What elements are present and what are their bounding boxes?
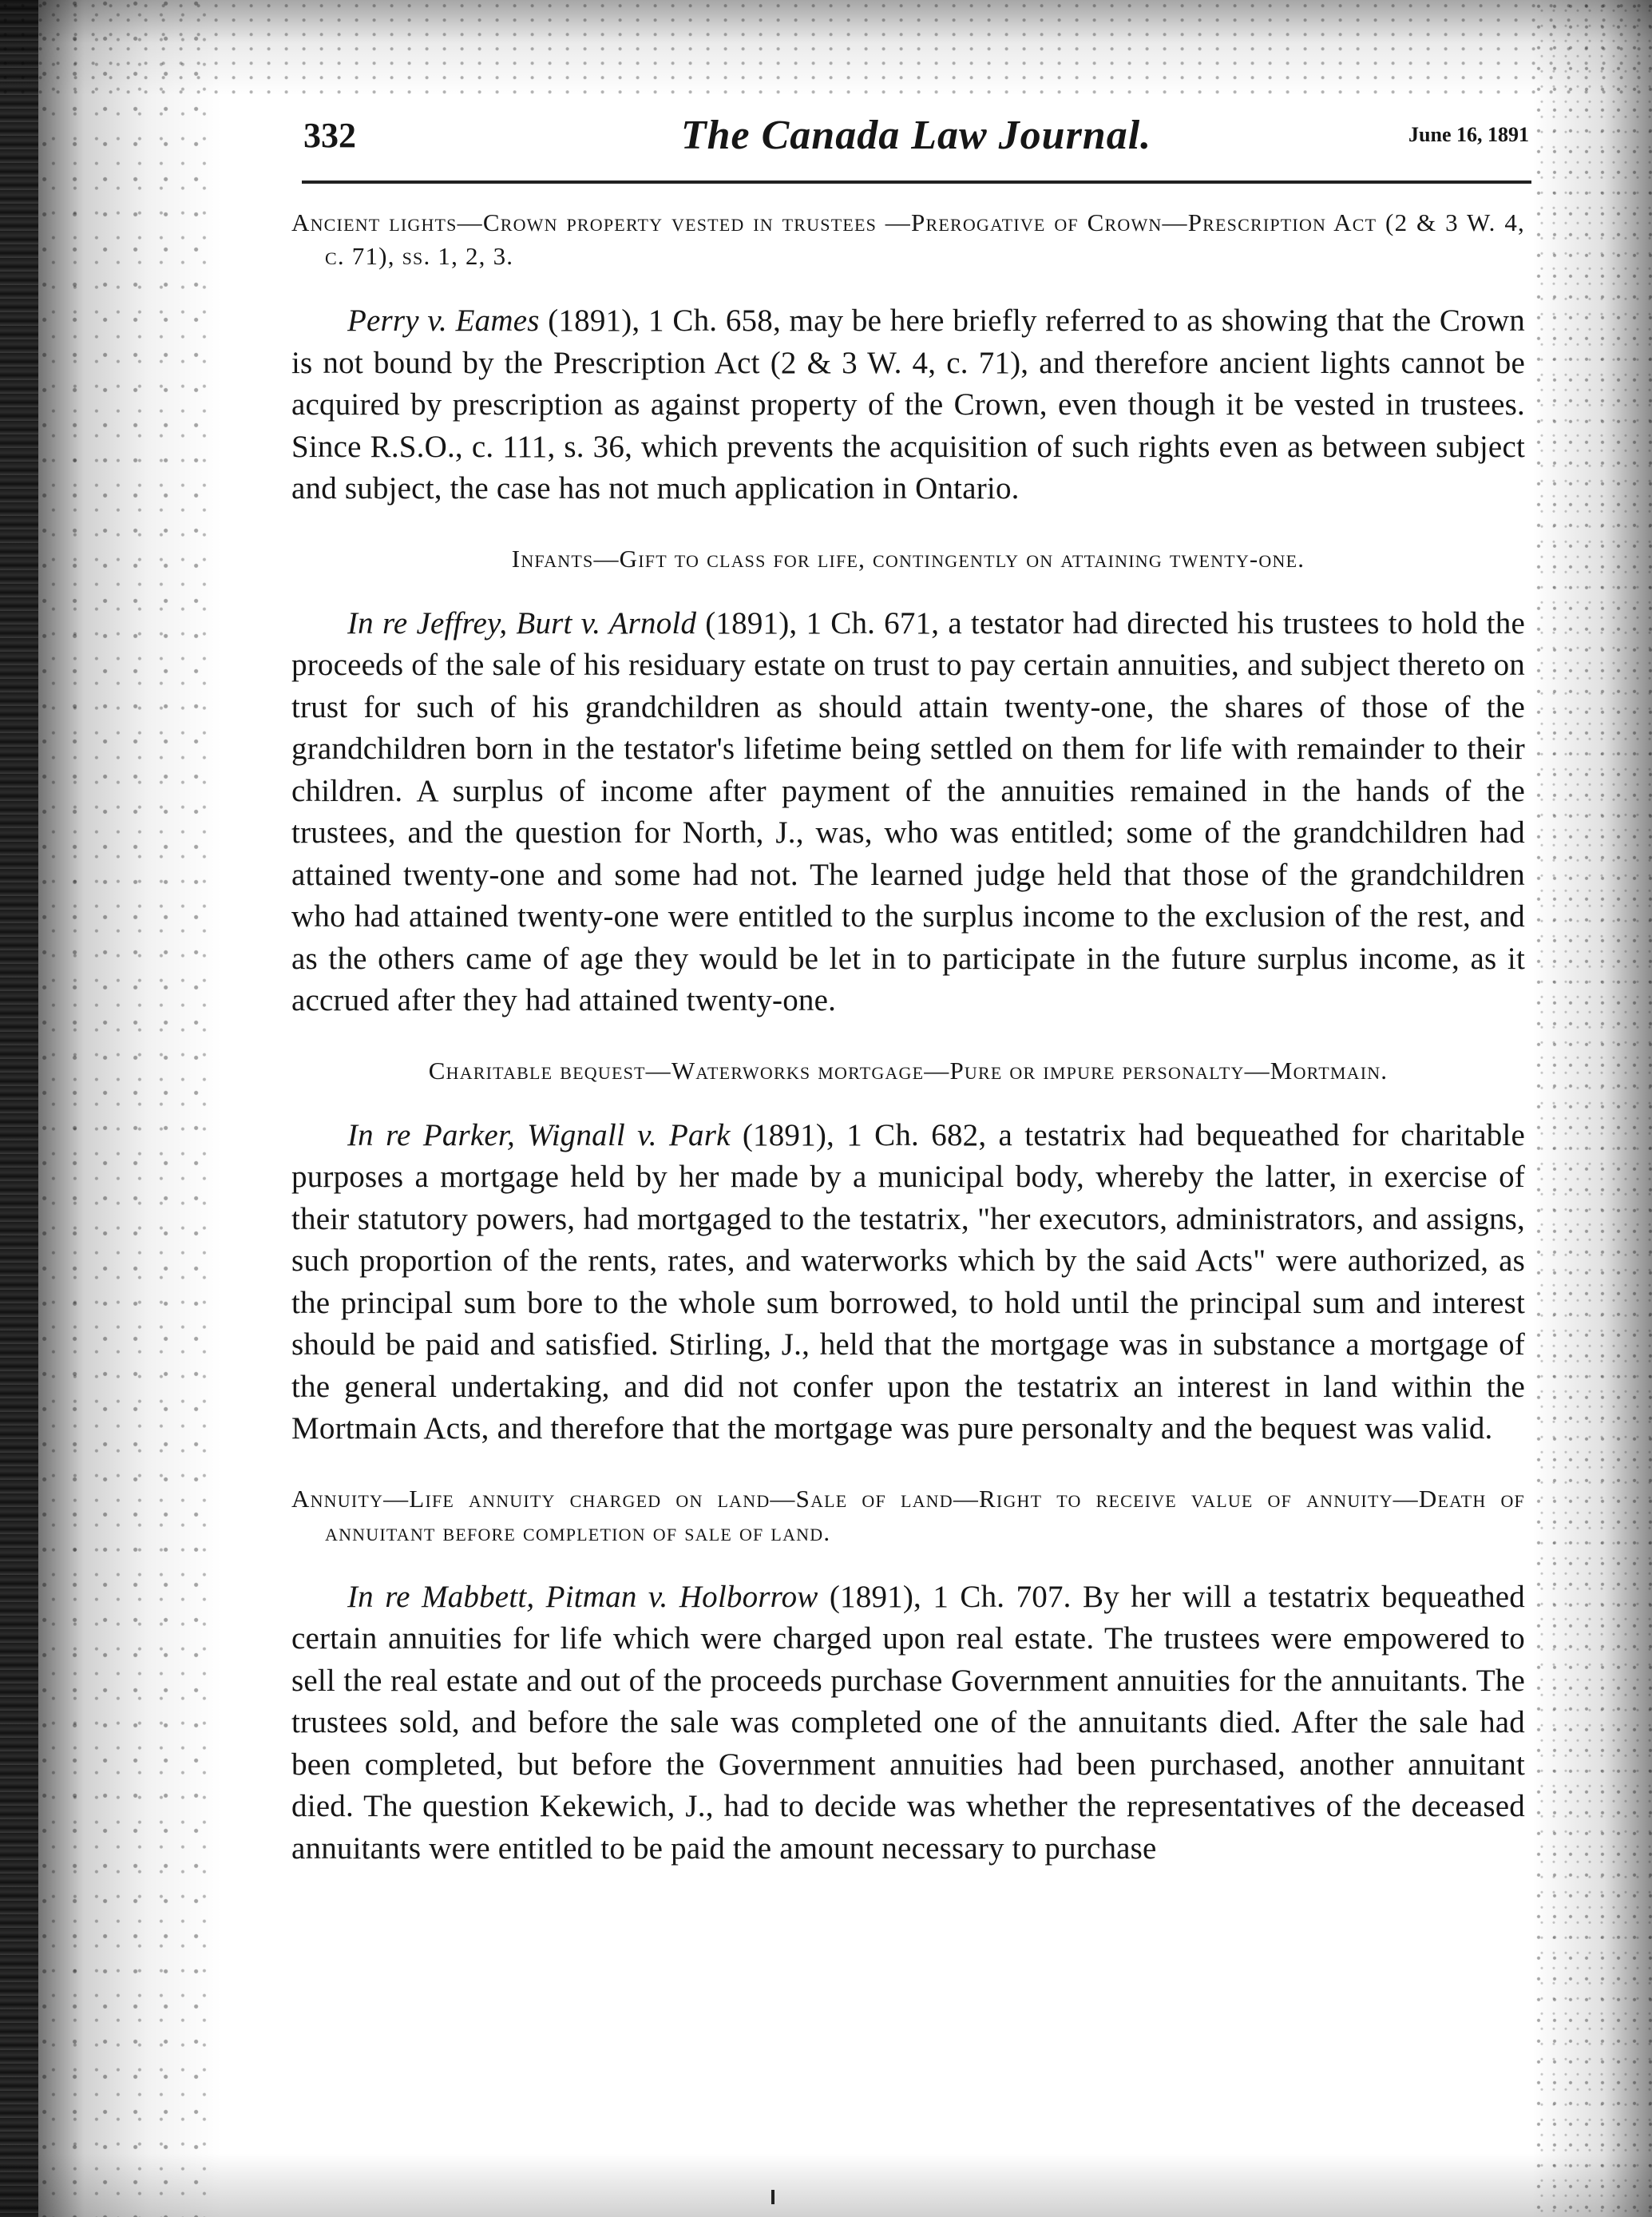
scan-left-noise (38, 0, 222, 2217)
scan-bottom-shade (0, 2153, 1652, 2217)
page-number: 332 (303, 116, 356, 155)
paragraph-text: (1891), 1 Ch. 707. By her will a testatrix bequeathed certain annuities for life which were charged upon real estate. The trustees were empowered to sell the real estate and out of the proceeds purchase Government annuities for the annuitants. The trustees sold, and before the sale was completed one of the annuitants died. After the sale had been completed, but before the Government annuities had been purchased, another annuitant died. The question Kekewich, J., had to decide was whether the representatives of the deceased annuitants were entitled to be paid the amount necessary to purchase (291, 1579, 1525, 1866)
paragraph-perry-v-eames (291, 300, 1525, 510)
paragraph-text: (1891), 1 Ch. 682, a testatrix had bequeathed for charitable purposes a mortgage held by her made by a municipal body, whereby the latter, in exercise of their statutory powers, had mortgaged to the testatrix, "her executors, administrators, and assigns, such proportion of the rents, rates, and waterworks which by the said Acts" were authorized, as the principal sum bore to the whole sum borrowed, to hold until the principal sum and interest should be paid and satisfied. Stirling, J., held that the mortgage was in substance a mortgage of the general undertaking, and did not confer upon the testatrix an interest in land within the Mortmain Acts, and therefore that the mortgage was pure personalty and the bequest was valid. (291, 1117, 1525, 1446)
article-body (291, 206, 1525, 1870)
signature-mark (771, 2190, 774, 2204)
paragraph-text: (1891), 1 Ch. 671, a testator had directed his trustees to hold the proceeds of the sale of his residuary estate on trust to pay certain annuities, and subject thereto on trust for such of his grandchildren as should attain twenty-one, the shares of those of the grandchildren born in the testator's lifetime being settled on them for life with remainder to their children. A surplus of income after payment of the annuities remained in the hands of the trustees, and the question for North, J., was, who was entitled; some of the grandchildren had attained twenty-one and some had not. The learned judge held that those of the grandchildren who had attained twenty-one were entitled to the surplus income to the exclusion of the rest, and as the others came of age they would be let in to participate in the future surplus income, as it accrued after they had attained twenty-one. (291, 605, 1525, 1017)
paragraph-in-re-jeffrey (291, 603, 1525, 1022)
header-rule (302, 180, 1531, 184)
section-heading-ancient-lights: Ancient lights—Crown property vested in trustees —Prerogative of Crown—Prescription Act (2 & 3 W. 4, c. 71), ss. 1, 2, 3. (291, 208, 1525, 270)
running-head (303, 112, 1529, 168)
scan-top-noise (0, 0, 1652, 96)
case-citation: In re Jeffrey, Burt v. Arnold (347, 605, 697, 641)
case-citation: In re Parker, Wignall v. Park (347, 1117, 731, 1152)
scan-left-edge (0, 0, 38, 2217)
journal-title: The Canada Law Journal. (680, 113, 1152, 158)
section-heading-annuity: Annuity—Life annuity charged on land—Sale of land—Right to receive value of annuity—Death of annuitant before completion of sale of land. (291, 1484, 1525, 1546)
paragraph-in-re-parker (291, 1115, 1525, 1450)
issue-date: June 16, 1891 (1408, 123, 1529, 146)
paragraph-in-re-mabbett (291, 1576, 1525, 1870)
case-citation: In re Mabbett, Pitman v. Holborrow (347, 1579, 818, 1614)
section-heading-charitable-bequest: Charitable bequest—Waterworks mortgage—Pure or impure personalty—Mortmain. (428, 1056, 1389, 1085)
section-heading-infants: Infants—Gift to class for life, contingently on attaining twenty-one. (511, 544, 1305, 573)
scan-right-noise (1532, 0, 1652, 2217)
paragraph-text: (1891), 1 Ch. 658, may be here briefly referred to as showing that the Crown is not bound by the Prescription Act (2 & 3 W. 4, c. 71), and therefore ancient lights cannot be acquired by prescription as against property of the Crown, even though it be vested in trustees. Since R.S.O., c. 111, s. 36, which prevents the acquisition of such rights even as between subject and subject, the case has not much application in Ontario. (291, 303, 1525, 506)
case-citation: Perry v. Eames (347, 303, 540, 338)
